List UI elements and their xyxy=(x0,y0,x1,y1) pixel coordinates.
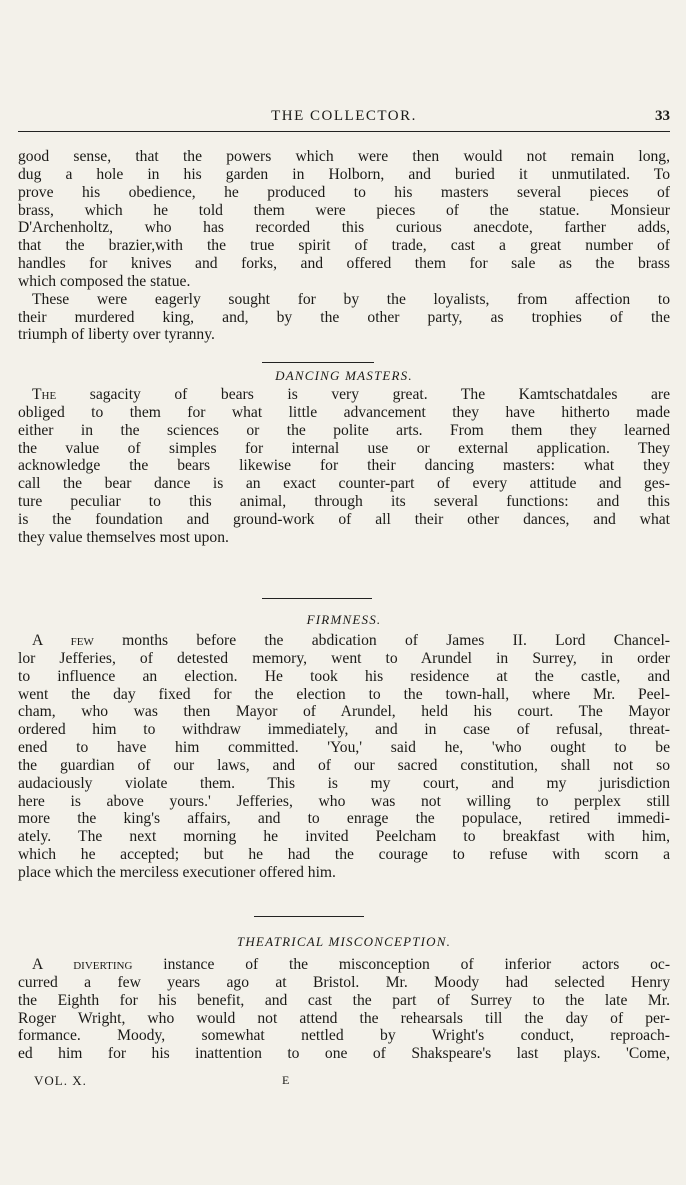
text-line: which composed the statue. xyxy=(18,272,191,290)
running-title: THE COLLECTOR. xyxy=(271,108,417,124)
text-line: the guardian of our laws, and of our sacred constitution, shall not so xyxy=(18,756,670,774)
text-line: ened to have him committed. 'You,' said he, 'who ought to be xyxy=(18,739,670,757)
text-line xyxy=(18,632,670,650)
text-line: they value themselves most upon. xyxy=(18,528,229,546)
text-line: that the brazier,with the true spirit of trade, cast a great number of xyxy=(18,237,670,255)
line-rest: instance of the misconception of inferior actors oc- xyxy=(132,956,671,973)
text-line: acknowledge the bears likewise for their dancing masters: what they xyxy=(18,457,670,475)
drop-word: The xyxy=(32,386,57,403)
text-line: handles for knives and forks, and offered them for sale as the brass xyxy=(18,255,670,273)
text-line: ture peculiar to this animal, through its several functions: and this xyxy=(18,493,670,511)
drop-word: A few xyxy=(32,632,94,649)
text-line: cham, who was then Mayor of Arundel, held his court. The Mayor xyxy=(18,703,670,721)
volume-marker: VOL. X. xyxy=(34,1073,87,1088)
text-line: curred a few years ago at Bristol. Mr. Moody had selected Henry xyxy=(18,973,670,991)
text-line: good sense, that the powers which were then would not remain long, xyxy=(18,148,670,165)
text-line: the Eighth for his benefit, and cast the part of Surrey to the late Mr. xyxy=(18,991,670,1009)
heading-dancing-masters: DANCING MASTERS. xyxy=(275,368,413,383)
text-line: the value of simples for internal use or external application. They xyxy=(18,439,670,457)
heading-firmness: FIRMNESS. xyxy=(306,612,382,627)
section-divider xyxy=(254,916,364,917)
text-line xyxy=(18,956,670,974)
signature-mark: E xyxy=(282,1073,290,1087)
section-theatrical-misconception xyxy=(18,956,670,1063)
text-line: here is above yours.' Jefferies, who was not willing to perplex still xyxy=(18,792,670,810)
text-line: prove his obedience, he produced to his masters several pieces of xyxy=(18,183,670,201)
text-line: ed him for his inattention to one of Shakspeare's last plays. 'Come, xyxy=(18,1045,670,1063)
header-rule xyxy=(18,131,670,132)
text-line: obliged to them for what little advancement they have hitherto made xyxy=(18,403,670,421)
text-line: ately. The next morning he invited Peelcham to breakfast with him, xyxy=(18,828,670,846)
section-continuation xyxy=(18,148,670,344)
text-line: which he accepted; but he had the courage to refuse with scorn a xyxy=(18,846,670,864)
page-number: 33 xyxy=(655,108,670,124)
heading-theatrical-misconception: THEATRICAL MISCONCEPTION. xyxy=(236,934,452,949)
text-line: triumph of liberty over tyranny. xyxy=(18,326,215,344)
text-line: to influence an election. He took his residence at the castle, and xyxy=(18,667,670,685)
text-line: either in the sciences or the polite arts. From them they learned xyxy=(18,421,670,439)
text-line: ordered him to withdraw immediately, and in case of refusal, threat- xyxy=(18,721,670,739)
section-divider xyxy=(262,598,372,599)
text-line: their murdered king, and, by the other party, as trophies of the xyxy=(18,308,670,326)
section-firmness xyxy=(18,632,670,882)
text-line: These were eagerly sought for by the loyalists, from affection to xyxy=(32,290,670,308)
section-divider xyxy=(262,362,374,363)
text-line: place which the merciless executioner offered him. xyxy=(18,863,336,881)
section-dancing-masters xyxy=(18,386,670,547)
text-line: lor Jefferies, of detested memory, went to Arundel in Surrey, in order xyxy=(18,649,670,667)
line-rest: sagacity of bears is very great. The Kamtschatdales are xyxy=(56,386,670,403)
text-line: formance. Moody, somewhat nettled by Wright's conduct, reproach- xyxy=(18,1027,670,1045)
drop-word: A diverting xyxy=(32,956,133,973)
line-rest: months before the abdication of James II. Lord Chancel- xyxy=(93,632,670,649)
text-line: went the day fixed for the election to the town-hall, where Mr. Peel- xyxy=(18,685,670,703)
page-header xyxy=(18,108,670,130)
text-line xyxy=(18,386,670,404)
text-line: audaciously violate them. This is my court, and my jurisdiction xyxy=(18,774,670,792)
text-line: D'Archenholtz, who has recorded this curious anecdote, farther adds, xyxy=(18,219,670,237)
text-line: is the foundation and ground-work of all their other dances, and what xyxy=(18,510,670,528)
text-line: brass, which he told them were pieces of the statue. Monsieur xyxy=(18,201,670,219)
text-line: call the bear dance is an exact counter-part of every attitude and ges- xyxy=(18,475,670,493)
text-line: dug a hole in his garden in Holborn, and buried it unmutilated. To xyxy=(18,165,670,183)
text-line: Roger Wright, who would not attend the rehearsals till the day of per- xyxy=(18,1009,670,1027)
text-line: more the king's affairs, and to enrage the populace, retired immedi- xyxy=(18,810,670,828)
